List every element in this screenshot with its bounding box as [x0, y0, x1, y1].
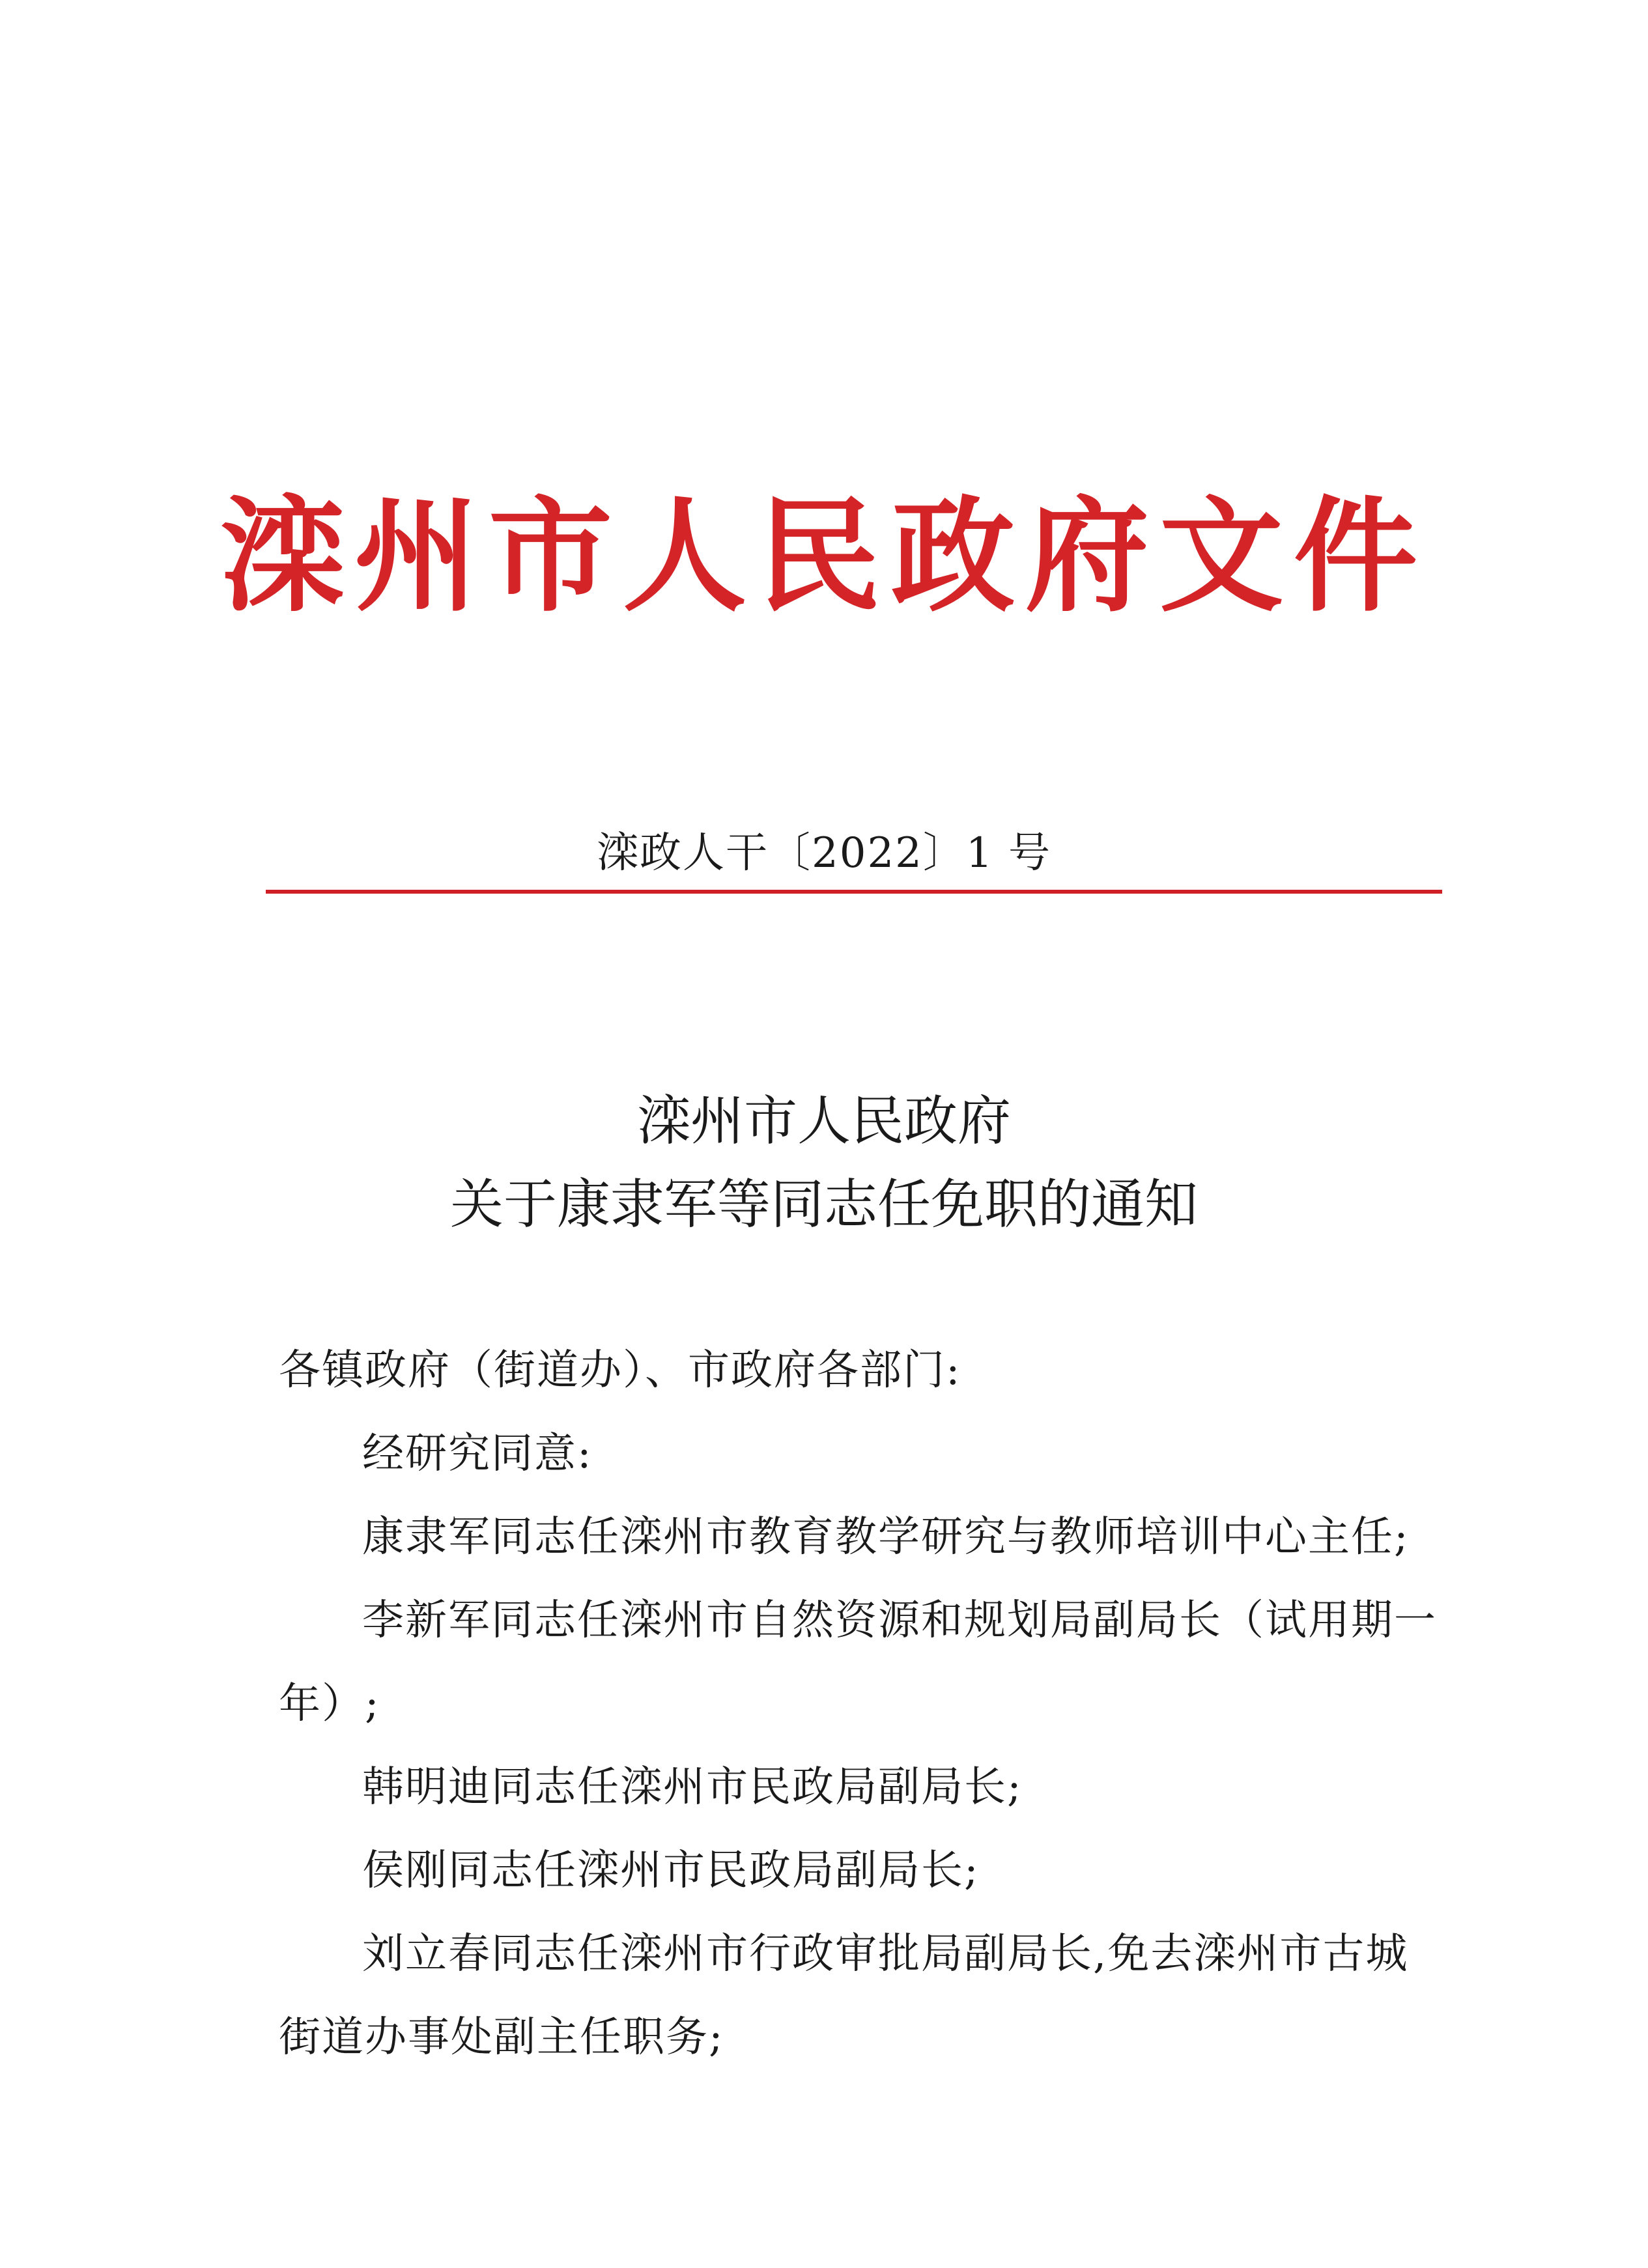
appointment-item: 康隶军同志任滦州市教育教学研究与教师培训中心主任; — [362, 1513, 1410, 1561]
red-divider-rule — [266, 890, 1442, 894]
document-header-title: 滦州市人民政府文件 — [220, 485, 1428, 629]
appointment-item: 李新军同志任滦州市自然资源和规划局副局长（试用期一年）; — [279, 1596, 1437, 1728]
appointment-item: 韩明迪同志任滦州市民政局副局长; — [362, 1763, 1023, 1811]
notice-title — [0, 1080, 1648, 1247]
notice-title-line-1: 滦州市人民政府 — [636, 1090, 1011, 1152]
notice-body — [279, 1329, 1451, 2079]
salutation: 各镇政府（街道办）、市政府各部门: — [279, 1346, 961, 1395]
intro-line: 经研究同意: — [362, 1430, 593, 1478]
document-number: 滦政人干〔2022〕1 号 — [597, 829, 1051, 877]
appointment-item: 刘立春同志任滦州市行政审批局副局长,免去滦州市古城街道办事处副主任职务; — [279, 1930, 1409, 2062]
appointment-item: 侯刚同志任滦州市民政局副局长; — [362, 1847, 980, 1895]
notice-title-line-2: 关于康隶军等同志任免职的通知 — [449, 1174, 1198, 1236]
